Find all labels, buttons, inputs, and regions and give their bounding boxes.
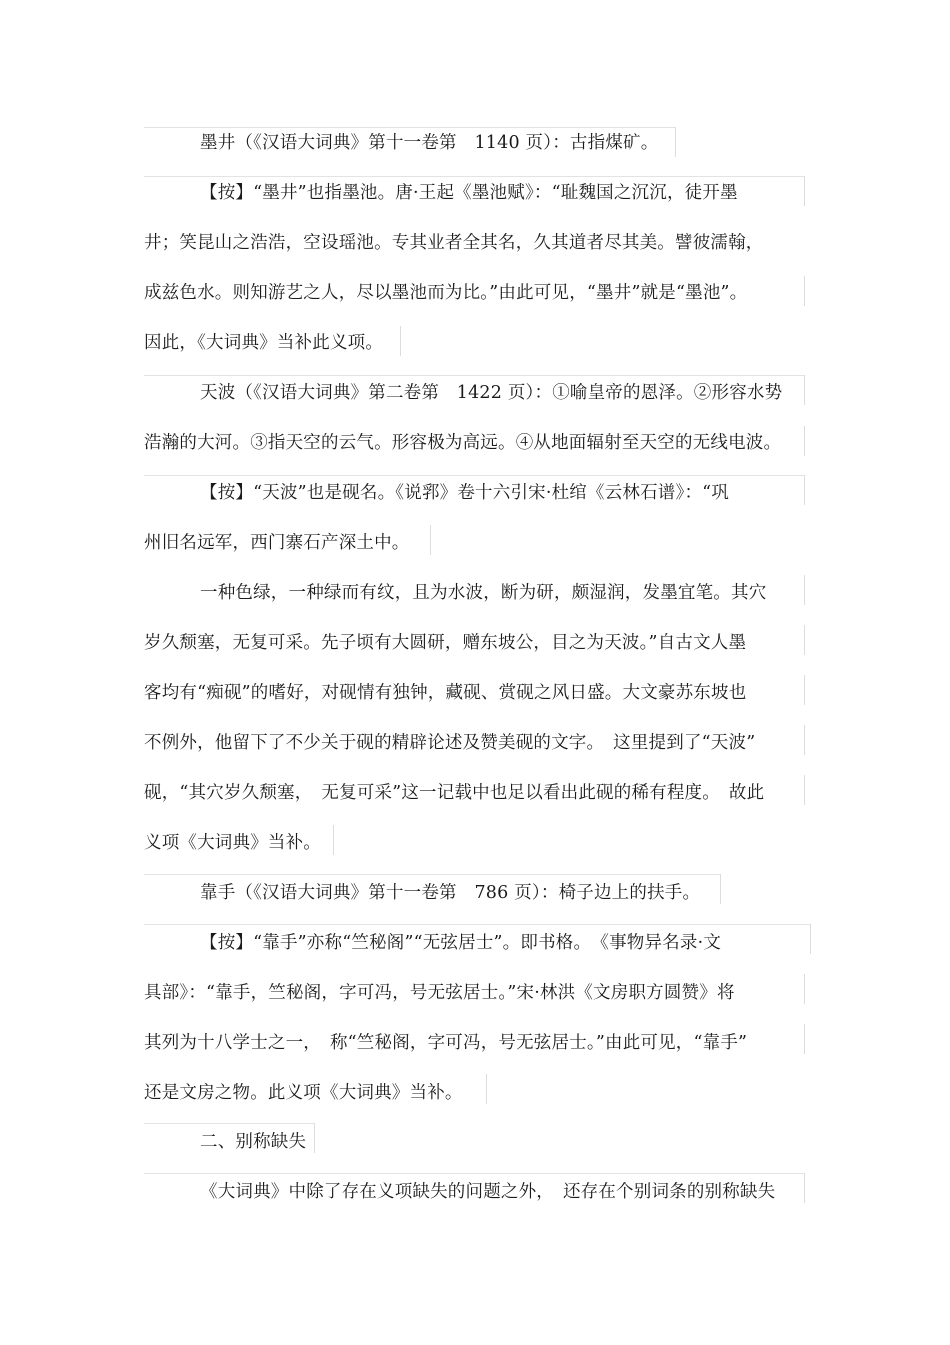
entry-heading-mojing: 墨井（《汉语大词典》第十一卷第 1140 页）：古指煤矿。 [200, 133, 659, 153]
section-heading: 二、别称缺失 [200, 1132, 307, 1152]
rule [804, 1024, 805, 1054]
rule [144, 1173, 804, 1174]
body-paragraph-line: 一种色绿，一种绿而有纹，且为水波，断为研，颇湿润，发墨宜笔。其穴 [200, 583, 767, 603]
rule [804, 176, 805, 206]
rule [804, 475, 805, 505]
rule [144, 924, 810, 925]
rule [804, 375, 805, 405]
rule [144, 127, 675, 128]
note-paragraph-line: 州旧名远军，西门寨石产深土中。 [144, 533, 410, 553]
note-paragraph-line: 【按】“墨井”也指墨池。唐·王起《墨池赋》：“耻魏国之沉沉，徒开墨 [200, 183, 738, 203]
rule [333, 825, 334, 855]
note-paragraph-line: 成兹色水。则知游艺之人，尽以墨池而为比。”由此可见，“墨井”就是“墨池”。 [144, 283, 748, 303]
rule [804, 575, 805, 605]
rule [400, 326, 401, 356]
rule [675, 127, 676, 157]
note-paragraph-line: 【按】“靠手”亦称“竺秘阁”“无弦居士”。即书格。 《事物异名录·文 [200, 933, 722, 953]
note-paragraph-line: 其列为十八学士之一， 称“竺秘阁，字可冯，号无弦居士。”由此可见，“靠手” [144, 1033, 748, 1053]
entry-paragraph-line: 浩瀚的大河。③指天空的云气。形容极为高远。④从地面辐射至天空的无线电波。 [144, 433, 782, 453]
note-paragraph-line: 【按】“天波”也是砚名。《说郛》卷十六引宋·杜绾《云林石谱》：“巩 [200, 483, 729, 503]
rule [144, 375, 804, 376]
note-paragraph-line: 因此，《大词典》当补此义项。 [144, 333, 384, 353]
rule [804, 974, 805, 1004]
rule [804, 775, 805, 805]
rule [804, 675, 805, 705]
body-paragraph-line: 岁久颓塞，无复可采。先子顷有大圆研，赠东坡公，目之为天波。”自古文人墨 [144, 633, 747, 653]
rule [804, 1173, 805, 1203]
rule [804, 276, 805, 306]
note-paragraph-line: 还是文房之物。此义项《大词典》当补。 [144, 1083, 463, 1103]
entry-heading-tianbo: 天波（《汉语大词典》第二卷第 1422 页）：①喻皇帝的恩泽。②形容水势 [200, 383, 783, 403]
rule [804, 725, 805, 755]
rule [430, 525, 431, 555]
body-paragraph-line: 砚，“其穴岁久颓塞， 无复可采”这一记载中也足以看出此砚的稀有程度。 故此 [144, 783, 765, 803]
rule [804, 625, 805, 655]
note-paragraph-line: 井；笑昆山之浩浩，空设瑶池。专其业者全其名，久其道者尽其美。譬彼濡翰， [144, 233, 764, 253]
rule [720, 874, 721, 904]
rule [144, 475, 804, 476]
rule [314, 1123, 315, 1153]
body-paragraph-line: 《大词典》中除了存在义项缺失的问题之外， 还存在个别词条的别称缺失 [200, 1182, 776, 1202]
rule [144, 1123, 314, 1124]
rule [144, 874, 720, 875]
body-paragraph-line: 不例外，他留下了不少关于砚的精辟论述及赞美砚的文字。 这里提到了“天波” [144, 733, 756, 753]
entry-heading-kaoshou: 靠手（《汉语大词典》第十一卷第 786 页）：椅子边上的扶手。 [200, 883, 701, 903]
rule [144, 176, 804, 177]
note-paragraph-line: 具部》：“靠手，竺秘阁，字可冯，号无弦居士。”宋·林洪《文房职方圆赞》将 [144, 983, 735, 1003]
rule [804, 426, 805, 456]
body-paragraph-line: 客均有“痴砚”的嗜好，对砚情有独钟，藏砚、赏砚之风日盛。大文豪苏东坡也 [144, 683, 747, 703]
body-paragraph-line: 义项《大词典》当补。 [144, 833, 321, 853]
rule [810, 924, 811, 954]
rule [486, 1074, 487, 1104]
